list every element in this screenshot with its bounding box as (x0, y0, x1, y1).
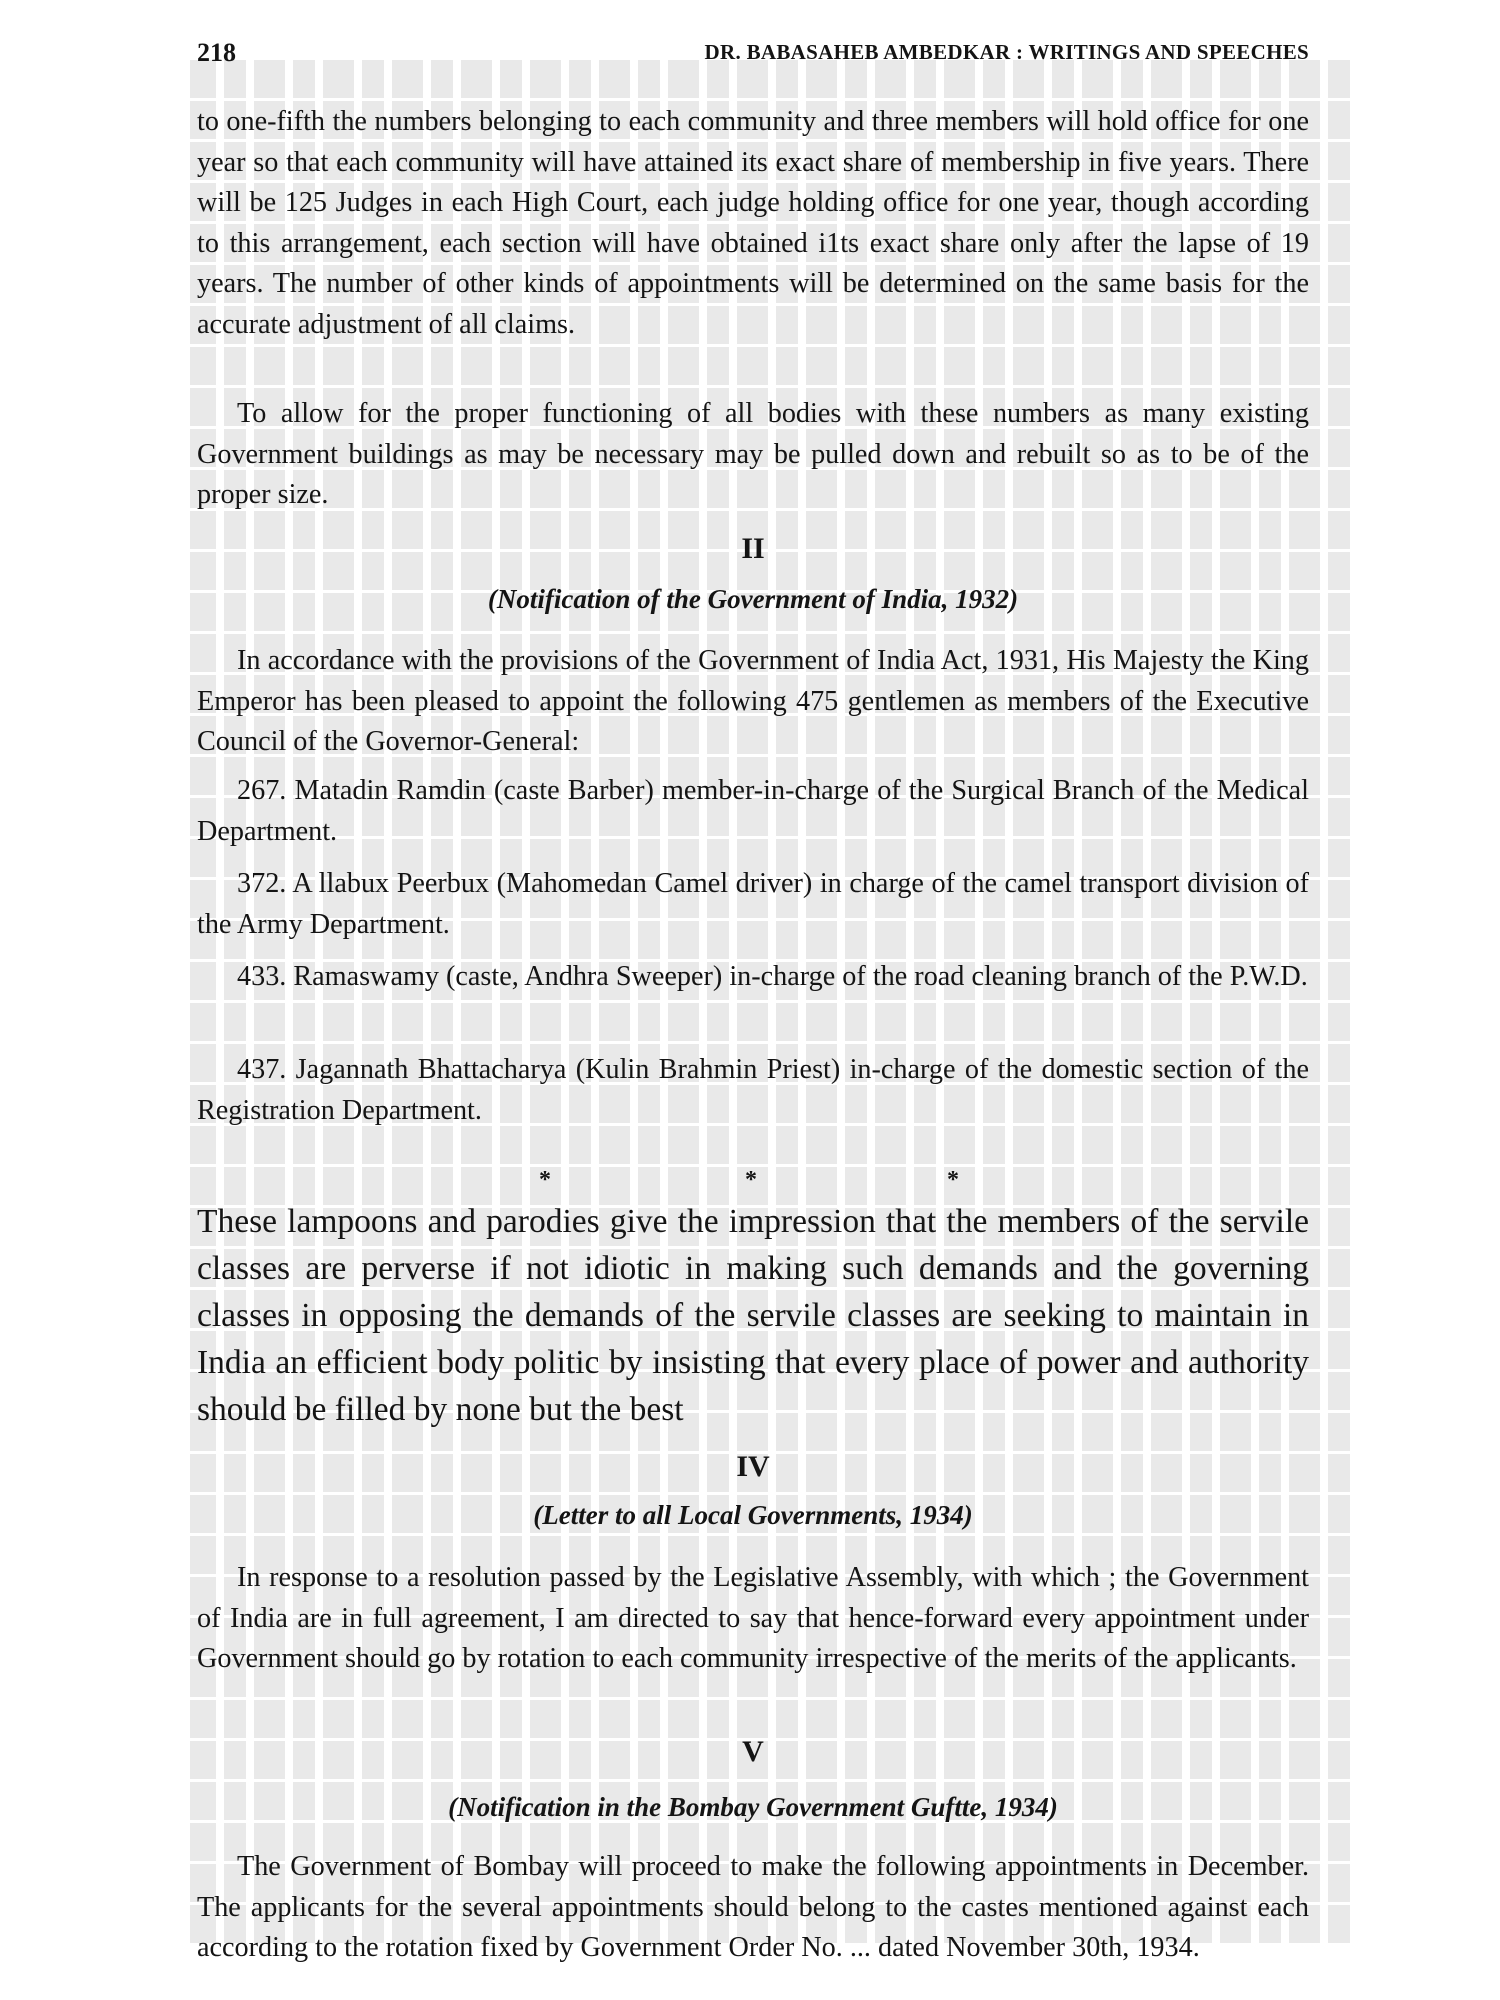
running-title: DR. BABASAHEB AMBEDKAR : WRITINGS AND SPEECHES (704, 40, 1309, 64)
section-numeral-iv: IV (736, 1450, 770, 1483)
list-item: 267. Matadin Ramdin (caste Barber) member-in-charge of the Surgical Branch of the Medical Department. (197, 775, 1309, 847)
section-iv-body: In response to a resolution passed by the Legislative Assembly, with which ; the Government of India are in full agreement, I am directed to say that hence-forward every appointment under Government should go by rotation to each community irrespective of the merits of the applicants. (197, 1562, 1309, 1674)
paragraph-continuation: to one-fifth the numbers belonging to each community and three members will hold office for one year so that each community will have attained its exact share of membership in five years. There will be 125 Judges in each High Court, each judge holding office for one year, though according to this arrangement, each section will have obtained i1ts exact share only after the lapse of 19 years. The number of other kinds of appointments will be determined on the same basis for the accurate adjustment of all claims. (197, 106, 1309, 340)
section-numeral-ii: II (741, 532, 765, 565)
section-numeral-v: V (742, 1735, 764, 1768)
bleed-through-background (190, 60, 1350, 1980)
section-ii-intro: In accordance with the provisions of the Government of India Act, 1931, His Majesty the King Emperor has been pleased to appoint the following 475 gentlemen as members of the Executive Council of the Governor-General: (197, 645, 1309, 757)
page-number: 218 (197, 38, 236, 67)
separator-star: * (539, 1167, 551, 1193)
list-item: 433. Ramaswamy (caste, Andhra Sweeper) in-charge of the road cleaning branch of the P.W.D. (237, 961, 1308, 992)
page-header (197, 38, 1309, 72)
list-item: 372. A llabux Peerbux (Mahomedan Camel driver) in charge of the camel transport division of the Army Department. (197, 868, 1309, 940)
section-title-iv: (Letter to all Local Governments, 1934) (533, 1500, 973, 1530)
section-title-v: (Notification in the Bombay Government Guftte, 1934) (448, 1792, 1058, 1822)
section-separator (197, 1167, 1309, 1197)
separator-star: * (947, 1167, 959, 1193)
list-item: 437. Jagannath Bhattacharya (Kulin Brahmin Priest) in-charge of the domestic section of the Registration Department. (197, 1054, 1309, 1126)
separator-star: * (745, 1167, 757, 1193)
paragraph-buildings: To allow for the proper functioning of all bodies with these numbers as many existing Government buildings as may be necessary may be pulled down and rebuilt so as to be of the proper size. (197, 398, 1309, 510)
section-title-ii: (Notification of the Government of India, 1932) (487, 584, 1019, 614)
commentary-paragraph: These lampoons and parodies give the impression that the members of the servile classes are perverse if not idiotic in making such demands and the governing classes in opposing the demands of the servile classes are seeking to maintain in India an efficient body politic by insisting that every place of power and authority should be filled by none but the best (197, 1203, 1309, 1428)
section-v-body: The Government of Bombay will proceed to make the following appointments in December. The applicants for the several appointments should belong to the castes mentioned against each according to the rotation fixed by Government Order No. ... dated November 30th, 1934. (197, 1851, 1309, 1963)
